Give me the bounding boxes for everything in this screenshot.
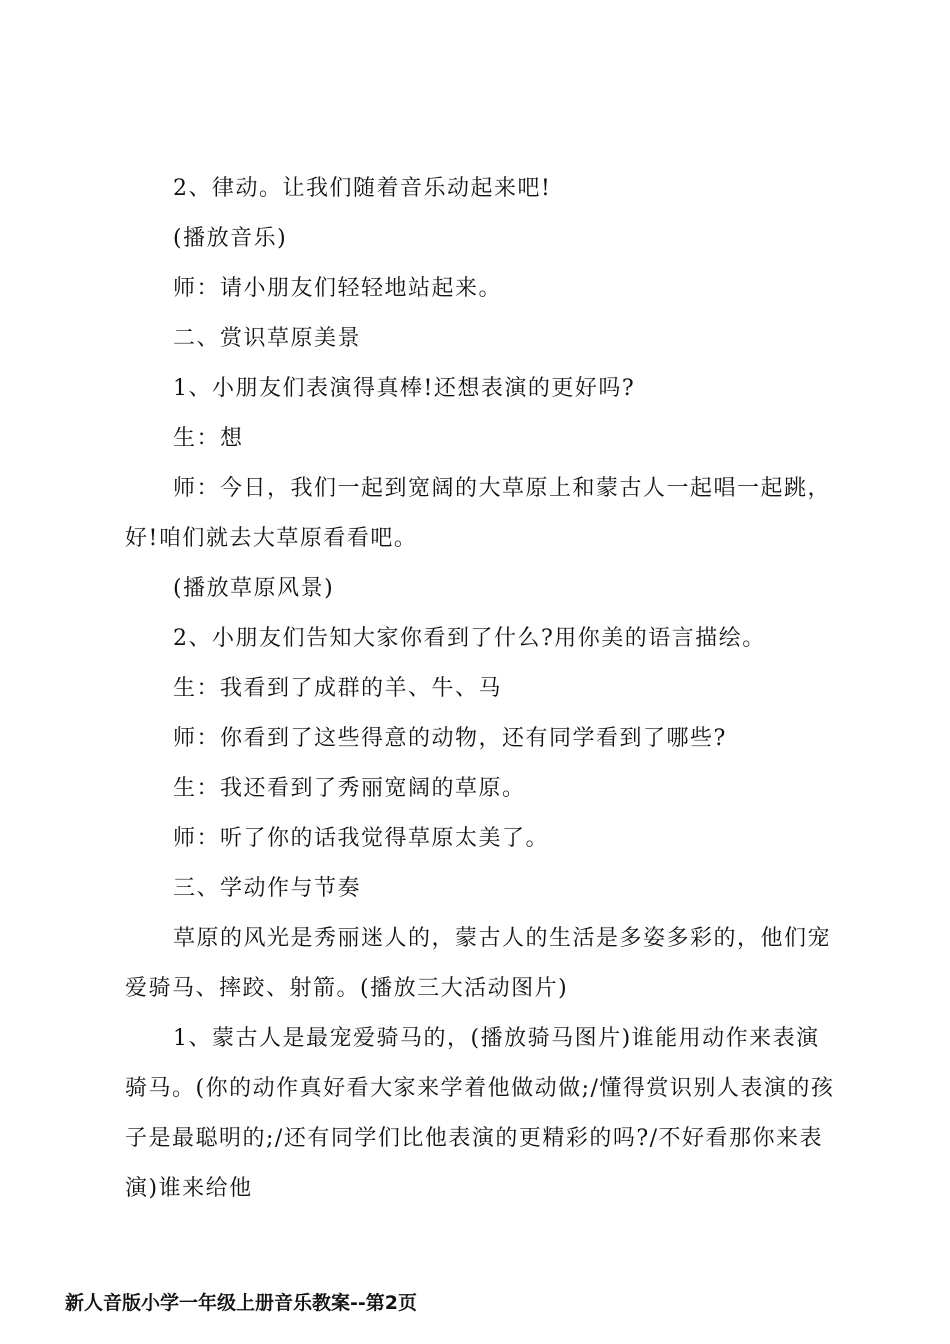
paragraph-teacher-today: 师：今日，我们一起到宽阔的大草原上和蒙古人一起唱一起跳，好!咱们就去大草原看看吧。	[125, 476, 832, 551]
paragraph-student-want: 生：想	[173, 426, 244, 451]
paragraph-student-grassland: 生：我还看到了秀丽宽阔的草原。	[173, 776, 526, 801]
paragraph-teacher-beautiful: 师：听了你的话我觉得草原太美了。	[173, 826, 550, 851]
paragraph-student-animals: 生：我看到了成群的羊、牛、马	[173, 676, 503, 701]
page-footer: 新人音版小学一年级上册音乐教案--第2页	[65, 1292, 417, 1314]
section-heading-2: 二、赏识草原美景	[173, 326, 362, 351]
paragraph-grassland-life: 草原的风光是秀丽迷人的，蒙古人的生活是多姿多彩的，他们宠爱骑马、摔跤、射箭。(播放三大活动图片)	[125, 926, 832, 1001]
paragraph-teacher-animals: 师：你看到了这些得意的动物，还有同学看到了哪些?	[173, 726, 727, 751]
paragraph-describe: 2、小朋友们告知大家你看到了什么?用你美的语言描绘。	[173, 626, 766, 651]
paragraph-teacher-stand: 师：请小朋友们轻轻地站起来。	[173, 276, 503, 301]
section-heading-3: 三、学动作与节奏	[173, 876, 362, 901]
paragraph-great-performance: 1、小朋友们表演得真棒!还想表演的更好吗?	[173, 376, 636, 401]
paragraph-play-music: (播放音乐)	[173, 226, 288, 251]
paragraph-horse-riding: 1、蒙古人是最宠爱骑马的，(播放骑马图片)谁能用动作来表演骑马。(你的动作真好看大家来学着他做动做;/懂得赏识别人表演的孩子是最聪明的;/还有同学们比他表演的更精彩的吗?/不好看那你来表演)谁来给他	[125, 1026, 835, 1201]
paragraph-rhythm: 2、律动。让我们随着音乐动起来吧!	[173, 176, 552, 201]
paragraph-play-scenery: (播放草原风景)	[173, 576, 335, 601]
